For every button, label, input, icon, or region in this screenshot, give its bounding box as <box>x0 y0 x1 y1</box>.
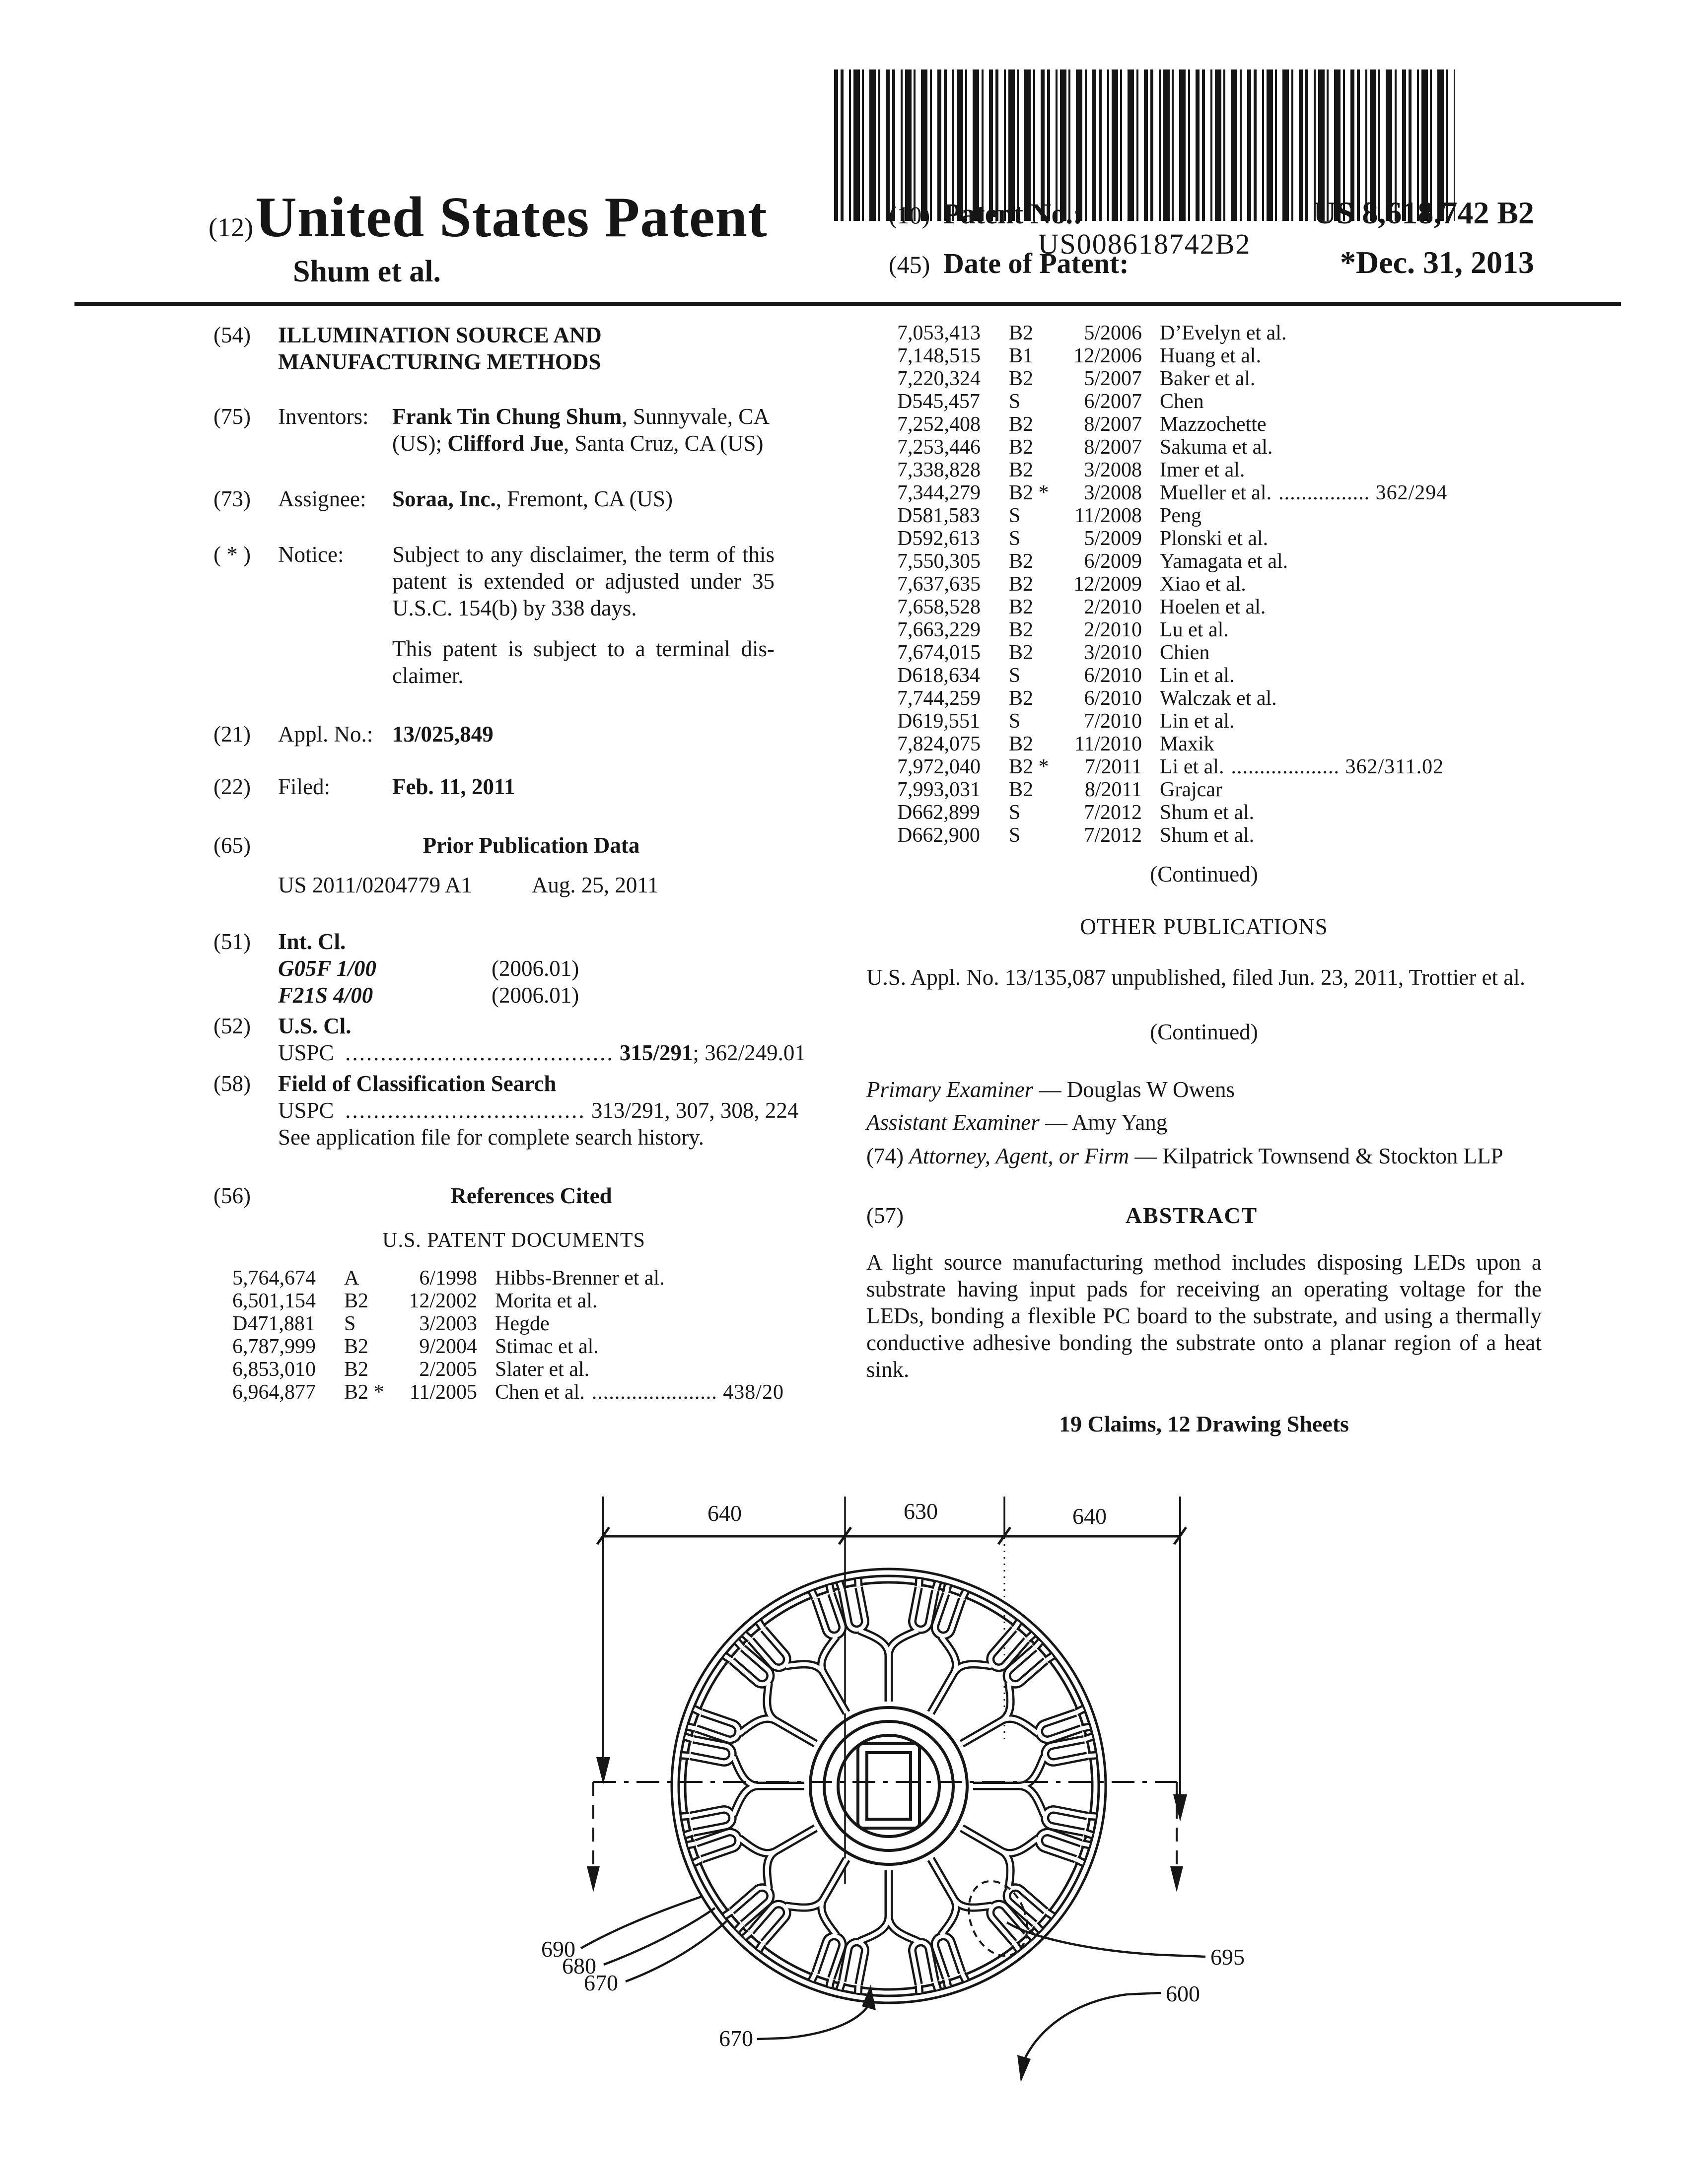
notice-text <box>392 541 775 689</box>
citation-row <box>897 527 1542 550</box>
int-cl-heading: Int. Cl. <box>278 929 346 954</box>
citation-class-ref <box>665 1267 672 1290</box>
citation-date: 3/2010 <box>1084 641 1142 664</box>
section-notice <box>213 541 844 689</box>
citation-row <box>232 1335 844 1358</box>
us-cl-row: USPC ...................................... 315/291; 362/249.01 <box>278 1040 806 1065</box>
patent-number-row <box>889 195 1534 231</box>
citation-row <box>897 687 1542 710</box>
citation-class-ref <box>1272 436 1279 459</box>
citation-date: 2/2005 <box>419 1358 477 1381</box>
citation-number: 7,824,075 <box>897 733 981 755</box>
citation-number: 7,338,828 <box>897 459 981 481</box>
citation-number: 7,658,528 <box>897 596 981 618</box>
citation-kind: S <box>1009 504 1021 527</box>
citation-date: 2/2010 <box>1084 618 1142 641</box>
citation-kind: B2 <box>1009 550 1034 573</box>
ref-label-680: 680 <box>562 1953 596 1979</box>
section-21-appl-no <box>213 721 844 748</box>
citation-name: D’Evelyn et al. <box>1160 322 1287 344</box>
assignee-name: Soraa, Inc. <box>392 486 496 511</box>
citation-date: 12/2006 <box>1073 344 1142 367</box>
appl-no-label: Appl. No.: <box>278 722 373 747</box>
citation-row <box>232 1267 844 1290</box>
citation-date: 11/2005 <box>409 1381 477 1404</box>
int-cl-row-2: F21S 4/00 (2006.01) <box>278 983 579 1008</box>
citation-number: 7,663,229 <box>897 618 981 641</box>
citation-name: Maxik <box>1160 733 1214 755</box>
dim-label-640-right: 640 <box>1072 1503 1107 1529</box>
citation-kind: B2 <box>1009 573 1034 596</box>
us-patent-docs-heading: U.S. PATENT DOCUMENTS <box>382 1229 645 1252</box>
citation-row <box>897 824 1542 847</box>
citation-date: 8/2007 <box>1084 436 1142 459</box>
inventor-name-1: Frank Tin Chung Shum <box>392 404 622 429</box>
citation-kind: B2 <box>1009 596 1034 618</box>
citation-row <box>897 573 1542 596</box>
citation-date: 7/2012 <box>1084 801 1142 824</box>
citation-class-ref <box>550 1312 557 1335</box>
arrow-down-dashed-left <box>587 1866 600 1892</box>
citation-name: Chen et al. <box>495 1381 585 1404</box>
citation-date: 5/2007 <box>1084 367 1142 390</box>
abstract-text: A light source manufacturing method includes disposing LEDs upon a substrate having input pads for receiving an operating voltage for the LEDs, bonding a flexible PC board to the substrate, and using a thermally conductive adhesive bonding the substrate onto a planar region of a heat sink. <box>866 1250 1542 1382</box>
citation-number: 5,764,674 <box>232 1267 316 1290</box>
notice-para-2b: claimer. <box>392 663 464 688</box>
citation-class-ref <box>1254 824 1261 847</box>
citation-row <box>232 1290 844 1312</box>
citation-name: Mazzochette <box>1160 413 1267 436</box>
notice-para-2a: This patent is subject to a terminal dis- <box>392 636 775 661</box>
dim-label-630: 630 <box>904 1499 938 1524</box>
abstract-heading: ABSTRACT <box>1125 1203 1258 1228</box>
citation-class-ref <box>1245 459 1252 481</box>
citation-row <box>897 710 1542 733</box>
citation-row <box>897 618 1542 641</box>
citation-kind: B2 <box>1009 778 1034 801</box>
citation-kind: B2 <box>344 1335 369 1358</box>
citation-date: 3/2008 <box>1084 459 1142 481</box>
filed-label: Filed: <box>278 774 331 799</box>
patent-date-row <box>889 244 1534 281</box>
field-code-45: (45) <box>889 251 930 278</box>
citation-kind: B1 <box>1009 344 1034 367</box>
field-search-note: See application file for complete search history. <box>278 1125 705 1150</box>
citation-row <box>232 1358 844 1381</box>
int-cl-row-1: G05F 1/00 (2006.01) <box>278 956 579 981</box>
inventor-loc-1: , Sunnyvale, CA (US); <box>392 404 769 456</box>
citation-row <box>897 596 1542 618</box>
prior-pub-heading: Prior Publication Data <box>423 833 640 858</box>
barcode-number: US008618742B2 <box>1038 228 1251 260</box>
citation-name: Stimac et al. <box>495 1335 599 1358</box>
citation-name: Chien <box>1160 641 1210 664</box>
citation-kind: B2 <box>1009 413 1034 436</box>
citation-row <box>897 413 1542 436</box>
citation-class-ref <box>597 1290 604 1312</box>
citation-row <box>897 801 1542 824</box>
prior-pub-number: US 2011/0204779 A1 <box>278 873 472 897</box>
notice-label: Notice: <box>278 542 344 567</box>
citation-date: 6/2009 <box>1084 550 1142 573</box>
other-publications-heading: OTHER PUBLICATIONS <box>1080 914 1328 939</box>
abstract-header <box>866 1202 1542 1229</box>
prior-pub-date: Aug. 25, 2011 <box>531 873 659 897</box>
citation-date: 12/2002 <box>409 1290 477 1312</box>
citation-number: 7,993,031 <box>897 778 981 801</box>
wheel-rim <box>672 1569 1106 2003</box>
citation-kind: B2 <box>1009 459 1034 481</box>
arrow-down-right <box>1173 1794 1187 1822</box>
assignee-label: Assignee: <box>278 486 366 511</box>
section-51-int-cl <box>213 928 844 1009</box>
citation-kind: B2 <box>1009 641 1034 664</box>
header-authors: Shum et al. <box>293 255 441 288</box>
claims-line: 19 Claims, 12 Drawing Sheets <box>1059 1411 1349 1436</box>
citation-name: Chen <box>1160 390 1204 413</box>
attorney-field-code: (74) <box>866 1144 904 1168</box>
wheel-hub <box>810 1707 967 1864</box>
inventor-loc-2: , Santa Cruz, CA (US) <box>563 431 764 456</box>
citation-name: Peng <box>1160 504 1201 527</box>
field-code-star: ( * ) <box>213 542 251 567</box>
citation-number: 7,344,279 <box>897 481 981 504</box>
citation-date: 6/2007 <box>1084 390 1142 413</box>
field-code-22: (22) <box>213 774 251 799</box>
citation-number: D662,899 <box>897 801 980 824</box>
notice-para-1: Subject to any disclaimer, the term of this patent is extended or adjusted under 35 U.S.C. 154(b) by 338 days. <box>392 542 775 620</box>
citation-name: Plonski et al. <box>1160 527 1269 550</box>
citation-name: Sakuma et al. <box>1160 436 1273 459</box>
citation-number: 7,148,515 <box>897 344 981 367</box>
section-54-title <box>213 322 844 375</box>
citation-row <box>897 436 1542 459</box>
citation-name: Lu et al. <box>1160 618 1229 641</box>
citation-name: Hoelen et al. <box>1160 596 1266 618</box>
citation-name: Walczak et al. <box>1160 687 1277 710</box>
citation-class-ref <box>1261 344 1268 367</box>
citation-class-ref: ................ 362/294 <box>1278 481 1448 504</box>
citation-number: D581,583 <box>897 504 980 527</box>
citation-kind: B2 <box>1009 322 1034 344</box>
header-divider <box>74 302 1621 306</box>
citation-name: Xiao et al. <box>1160 573 1246 596</box>
citation-kind: S <box>1009 527 1021 550</box>
citation-number: D662,900 <box>897 824 980 847</box>
citation-date: 6/2010 <box>1084 687 1142 710</box>
ref-label-690: 690 <box>541 1936 575 1962</box>
citation-kind: S <box>1009 824 1021 847</box>
citation-class-ref <box>1254 801 1261 824</box>
references-heading: References Cited <box>450 1183 612 1208</box>
field-code-58: (58) <box>213 1071 251 1096</box>
citation-date: 12/2009 <box>1073 573 1142 596</box>
field-code-73: (73) <box>213 486 251 511</box>
citation-date: 5/2009 <box>1084 527 1142 550</box>
citation-row <box>897 459 1542 481</box>
header-left <box>209 185 768 251</box>
citation-number: D619,551 <box>897 710 980 733</box>
citation-date: 9/2004 <box>419 1335 477 1358</box>
citation-name: Grajcar <box>1160 778 1222 801</box>
citation-number: 7,252,408 <box>897 413 981 436</box>
other-publication-text: U.S. Appl. No. 13/135,087 unpublished, filed Jun. 23, 2011, Trottier et al. <box>866 965 1526 990</box>
assistant-examiner-line <box>866 1109 1542 1136</box>
citation-kind: B2 <box>1009 436 1034 459</box>
section-22-filed <box>213 773 844 800</box>
citation-name: Imer et al. <box>1160 459 1245 481</box>
citation-kind: B2 <box>344 1358 369 1381</box>
continued-note-1: (Continued) <box>1150 862 1258 887</box>
citation-class-ref <box>1268 527 1275 550</box>
assistant-examiner-name: — Amy Yang <box>1045 1110 1168 1135</box>
figure-drawing <box>506 1479 1281 2147</box>
citation-class-ref <box>1222 778 1229 801</box>
citation-date: 8/2007 <box>1084 413 1142 436</box>
citation-kind: S <box>1009 390 1021 413</box>
dim-label-640-left: 640 <box>707 1501 742 1526</box>
citation-class-ref <box>1267 413 1273 436</box>
citation-row <box>897 664 1542 687</box>
primary-examiner-label: Primary Examiner <box>866 1077 1034 1102</box>
citation-kind: B2 * <box>1009 755 1049 778</box>
citation-number: 6,964,877 <box>232 1381 316 1404</box>
arrow-down-dashed-right <box>1170 1866 1183 1892</box>
us-cl-heading: U.S. Cl. <box>278 1014 352 1038</box>
invention-title: ILLUMINATION SOURCE AND MANUFACTURING METHODS <box>278 323 602 374</box>
left-column <box>213 322 844 1404</box>
citation-kind: S <box>1009 664 1021 687</box>
citation-date: 8/2011 <box>1084 778 1142 801</box>
citation-number: D618,634 <box>897 664 980 687</box>
citation-row <box>897 733 1542 755</box>
assignee-text <box>392 485 775 512</box>
citation-number: 6,501,154 <box>232 1290 316 1312</box>
section-52-us-cl <box>213 1013 844 1066</box>
citation-class-ref <box>1234 710 1241 733</box>
citation-class-ref: ................... 362/311.02 <box>1231 755 1444 778</box>
citation-number: D471,881 <box>232 1312 315 1335</box>
field-code-51: (51) <box>213 929 251 954</box>
citation-number: 7,674,015 <box>897 641 981 664</box>
citation-date: 3/2008 <box>1084 481 1142 504</box>
patent-date-label: Date of Patent: <box>943 247 1129 279</box>
patent-number-value: US 8,618,742 B2 <box>1313 195 1534 230</box>
citation-class-ref <box>1246 573 1253 596</box>
citation-number: 6,853,010 <box>232 1358 316 1381</box>
citation-kind: B2 <box>1009 618 1034 641</box>
appl-no-value: 13/025,849 <box>392 722 494 747</box>
section-56-references <box>213 1182 844 1209</box>
citation-name: Mueller et al. <box>1160 481 1272 504</box>
citation-number: D545,457 <box>897 390 980 413</box>
citation-kind: S <box>1009 710 1021 733</box>
citation-class-ref <box>1277 687 1284 710</box>
section-65-prior-pub <box>213 832 844 859</box>
patent-number-label: Patent No.: <box>943 198 1083 230</box>
inventor-name-2: Clifford Jue <box>447 431 564 456</box>
field-code-21: (21) <box>213 722 251 747</box>
prior-pub-data-row <box>213 872 844 898</box>
citation-kind: S <box>1009 801 1021 824</box>
section-58-field-search <box>213 1070 844 1151</box>
citation-class-ref <box>589 1358 596 1381</box>
citation-row <box>897 367 1542 390</box>
citation-date: 5/2006 <box>1084 322 1142 344</box>
citation-number: 7,637,635 <box>897 573 981 596</box>
citation-class-ref <box>599 1335 606 1358</box>
citation-class-ref: ...................... 438/20 <box>591 1381 784 1404</box>
citation-number: 7,220,324 <box>897 367 981 390</box>
field-code-12: (12) <box>209 212 253 242</box>
field-code-56: (56) <box>213 1183 251 1208</box>
citations-table-right <box>866 322 1542 847</box>
citation-date: 7/2011 <box>1084 755 1142 778</box>
citation-class-ref <box>1266 596 1272 618</box>
field-code-65: (65) <box>213 833 251 858</box>
citation-number: 7,744,259 <box>897 687 981 710</box>
citation-row <box>897 755 1542 778</box>
primary-examiner-name: — Douglas W Owens <box>1039 1077 1235 1102</box>
citation-row <box>232 1312 844 1335</box>
arrow-down-left <box>596 1757 610 1784</box>
citation-kind: B2 <box>1009 367 1034 390</box>
citation-kind: S <box>344 1312 356 1335</box>
attorney-label: Attorney, Agent, or Firm <box>909 1144 1130 1168</box>
citation-date: 6/2010 <box>1084 664 1142 687</box>
citation-name: Shum et al. <box>1160 801 1255 824</box>
citation-name: Huang et al. <box>1160 344 1262 367</box>
citation-row <box>897 504 1542 527</box>
assistant-examiner-label: Assistant Examiner <box>866 1110 1040 1135</box>
citation-class-ref <box>1255 367 1262 390</box>
field-code-57: (57) <box>866 1203 904 1228</box>
page-title: United States Patent <box>255 186 768 249</box>
citation-name: Yamagata et al. <box>1160 550 1288 573</box>
citation-name: Baker et al. <box>1160 367 1256 390</box>
citations-table-left <box>213 1267 844 1404</box>
section-73-assignee <box>213 485 844 512</box>
citation-kind: B2 <box>344 1290 369 1312</box>
citation-number: 7,550,305 <box>897 550 981 573</box>
citation-row <box>897 550 1542 573</box>
citation-date: 6/1998 <box>419 1267 477 1290</box>
patent-date-value: *Dec. 31, 2013 <box>1340 245 1534 280</box>
right-column <box>866 322 1542 1437</box>
citation-number: 7,253,446 <box>897 436 981 459</box>
citation-class-ref <box>1201 504 1208 527</box>
inventors-label: Inventors: <box>278 404 369 429</box>
citation-name: Hibbs-Brenner et al. <box>495 1267 665 1290</box>
citation-number: D592,613 <box>897 527 980 550</box>
citation-row <box>897 778 1542 801</box>
filed-value: Feb. 11, 2011 <box>392 774 515 799</box>
citation-row <box>232 1381 844 1404</box>
citation-number: 7,053,413 <box>897 322 981 344</box>
field-code-10: (10) <box>889 201 930 229</box>
citation-number: 6,787,999 <box>232 1335 316 1358</box>
citation-row <box>897 481 1542 504</box>
citation-number: 7,972,040 <box>897 755 981 778</box>
citation-kind: B2 * <box>344 1381 384 1404</box>
citation-row <box>897 344 1542 367</box>
citation-name: Li et al. <box>1160 755 1224 778</box>
citation-kind: B2 <box>1009 733 1034 755</box>
citation-class-ref <box>1288 550 1295 573</box>
continued-note-2: (Continued) <box>1150 1020 1258 1044</box>
citation-date: 3/2003 <box>419 1312 477 1335</box>
ref-label-695: 695 <box>1210 1944 1245 1970</box>
citation-kind: A <box>344 1267 359 1290</box>
citation-date: 7/2012 <box>1084 824 1142 847</box>
citation-class-ref <box>1204 390 1211 413</box>
citation-name: Slater et al. <box>495 1358 590 1381</box>
primary-examiner-line <box>866 1076 1542 1103</box>
citation-name: Hegde <box>495 1312 550 1335</box>
attorney-name: — Kilpatrick Townsend & Stockton LLP <box>1134 1144 1503 1168</box>
citation-kind: B2 * <box>1009 481 1049 504</box>
assignee-loc: , Fremont, CA (US) <box>495 486 673 511</box>
field-search-heading: Field of Classification Search <box>278 1071 557 1096</box>
field-search-uspc: USPC .................................. 313/291, 307, 308, 224 <box>278 1098 799 1123</box>
citation-row <box>897 641 1542 664</box>
citation-row <box>897 390 1542 413</box>
header-right <box>889 195 1534 294</box>
citation-class-ref <box>1234 664 1241 687</box>
ref-label-670a: 670 <box>584 1970 618 1995</box>
field-code-54: (54) <box>213 323 251 347</box>
citation-name: Lin et al. <box>1160 664 1235 687</box>
citation-class-ref <box>1229 618 1236 641</box>
citation-name: Shum et al. <box>1160 824 1255 847</box>
ref-label-600: 600 <box>1166 1981 1200 2006</box>
citation-date: 7/2010 <box>1084 710 1142 733</box>
citation-date: 11/2010 <box>1074 733 1142 755</box>
field-code-75: (75) <box>213 404 251 429</box>
citation-date: 2/2010 <box>1084 596 1142 618</box>
citation-kind: B2 <box>1009 687 1034 710</box>
citation-class-ref <box>1209 641 1216 664</box>
citation-row <box>897 322 1542 344</box>
citation-date: 11/2008 <box>1074 504 1142 527</box>
field-code-52: (52) <box>213 1014 251 1038</box>
section-75-inventors <box>213 403 844 457</box>
ref-label-670b: 670 <box>719 2026 753 2051</box>
citation-class-ref <box>1214 733 1221 755</box>
citation-class-ref <box>1286 322 1293 344</box>
citation-name: Morita et al. <box>495 1290 598 1312</box>
arrow-down-600 <box>1017 2055 1031 2082</box>
attorney-line <box>866 1143 1542 1169</box>
inventors-text <box>392 403 775 457</box>
citation-name: Lin et al. <box>1160 710 1235 733</box>
